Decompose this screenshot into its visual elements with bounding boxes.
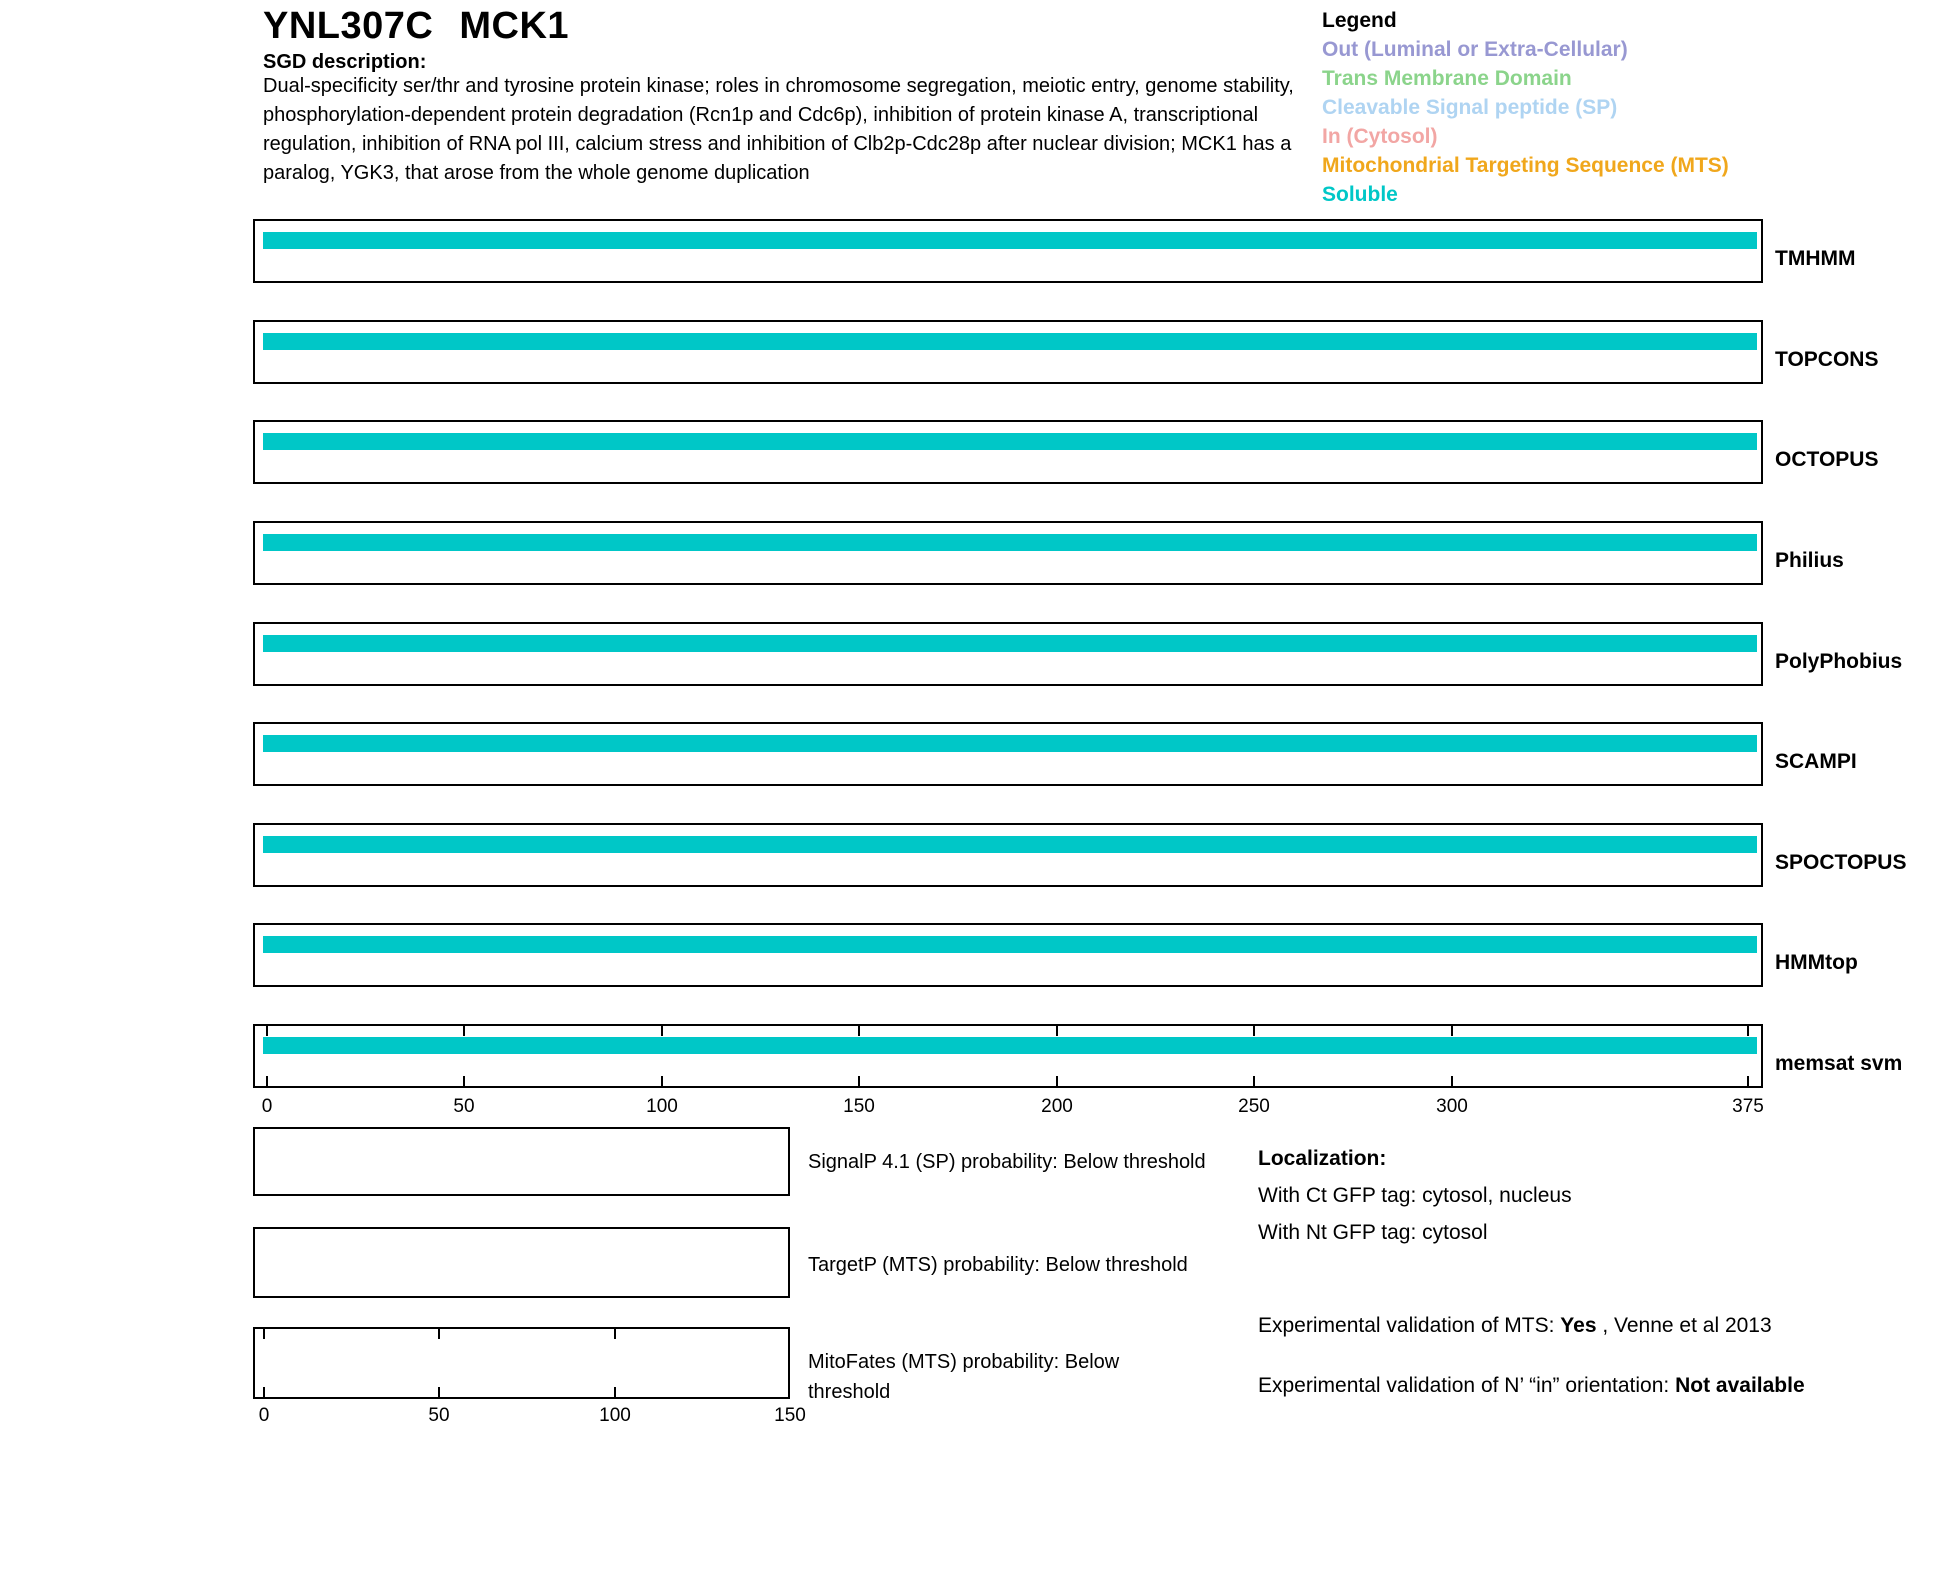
axis-tick-bottom-0 bbox=[266, 1076, 268, 1086]
legend-item-0: Out (Luminal or Extra-Cellular) bbox=[1322, 38, 1628, 61]
locus-name: YNL307C bbox=[263, 5, 434, 47]
axis-tick-label-300: 300 bbox=[1436, 1096, 1468, 1117]
predictor-label-TOPCONS: TOPCONS bbox=[1775, 348, 1879, 371]
axis-tick-label-150: 150 bbox=[843, 1096, 875, 1117]
prob-axis-tick-label-100: 100 bbox=[599, 1405, 631, 1426]
predictor-chart-TMHMM bbox=[253, 219, 1763, 283]
probability-chart-MitoFates-MTS- bbox=[253, 1327, 790, 1399]
prob-axis-tick-top-0 bbox=[263, 1329, 265, 1339]
legend-item-2: Cleavable Signal peptide (SP) bbox=[1322, 96, 1618, 119]
predictor-label-SPOCTOPUS: SPOCTOPUS bbox=[1775, 851, 1907, 874]
legend-items bbox=[1322, 35, 1729, 209]
axis-tick-label-250: 250 bbox=[1238, 1096, 1270, 1117]
predictor-chart-Philius bbox=[253, 521, 1763, 585]
gene-name: MCK1 bbox=[459, 5, 570, 47]
mts-validation-value: Yes bbox=[1560, 1314, 1597, 1337]
predictor-label-memsat-svm: memsat svm bbox=[1775, 1052, 1903, 1075]
segment-bar-soluble bbox=[263, 836, 1757, 853]
axis-tick-bottom-100 bbox=[661, 1076, 663, 1086]
orientation-validation-line bbox=[1258, 1366, 1818, 1406]
axis-tick-bottom-375 bbox=[1747, 1076, 1749, 1086]
predictor-chart-SPOCTOPUS bbox=[253, 823, 1763, 887]
page-title bbox=[263, 5, 569, 48]
signalp-label: SignalP 4.1 (SP) probability: Below threshold bbox=[808, 1151, 1206, 1173]
mts-validation-line bbox=[1258, 1314, 1772, 1338]
axis-tick-label-100: 100 bbox=[646, 1096, 678, 1117]
predictor-label-Philius: Philius bbox=[1775, 549, 1844, 572]
predictor-chart-memsat-svm bbox=[253, 1024, 1763, 1088]
axis-tick-top-50 bbox=[463, 1026, 465, 1036]
prob-axis-tick-top-50 bbox=[438, 1329, 440, 1339]
axis-tick-bottom-50 bbox=[463, 1076, 465, 1086]
sgd-description-text: Dual-specificity ser/thr and tyrosine protein kinase; roles in chromosome segregation, meiotic entry, genome stability, phosphorylation-dependent protein degradation (Rcn1p and Cdc6p), inhibition of protein kinase A, transcriptional regulation, inhibition of RNA pol III, calcium stress and inhibition of Clb2p-Cdc28p after nuclear division; MCK1 has a paralog, YGK3, that arose from the whole genome duplication bbox=[263, 75, 1294, 184]
probability-chart-TargetP-MTS- bbox=[253, 1227, 790, 1298]
axis-tick-bottom-300 bbox=[1451, 1076, 1453, 1086]
sgd-description-heading: SGD description: bbox=[263, 51, 427, 73]
prob-axis-tick-bottom-50 bbox=[438, 1387, 440, 1397]
axis-tick-top-150 bbox=[858, 1026, 860, 1036]
axis-tick-label-200: 200 bbox=[1041, 1096, 1073, 1117]
axis-tick-top-375 bbox=[1747, 1026, 1749, 1036]
legend-item-5: Soluble bbox=[1322, 183, 1398, 206]
prob-axis-tick-label-50: 50 bbox=[428, 1405, 450, 1426]
axis-tick-top-100 bbox=[661, 1026, 663, 1036]
axis-tick-bottom-150 bbox=[858, 1076, 860, 1086]
segment-bar-soluble bbox=[263, 1037, 1757, 1054]
axis-tick-bottom-250 bbox=[1253, 1076, 1255, 1086]
legend bbox=[1322, 6, 1729, 209]
targetp-label: TargetP (MTS) probability: Below threshold bbox=[808, 1254, 1188, 1276]
predictor-chart-SCAMPI bbox=[253, 722, 1763, 786]
legend-title: Legend bbox=[1322, 9, 1397, 32]
prob-axis-tick-label-150: 150 bbox=[774, 1405, 806, 1426]
mitofates-label: MitoFates (MTS) probability: Below threshold bbox=[808, 1351, 1120, 1403]
mts-validation-prefix: Experimental validation of MTS: bbox=[1258, 1314, 1561, 1337]
prob-axis-tick-bottom-0 bbox=[263, 1387, 265, 1397]
predictor-chart-OCTOPUS bbox=[253, 420, 1763, 484]
predictor-label-PolyPhobius: PolyPhobius bbox=[1775, 650, 1903, 673]
axis-tick-top-0 bbox=[266, 1026, 268, 1036]
prob-axis-tick-label-0: 0 bbox=[258, 1405, 270, 1426]
orientation-validation-prefix: Experimental validation of N’ “in” orientation: bbox=[1258, 1374, 1676, 1397]
predictor-chart-TOPCONS bbox=[253, 320, 1763, 384]
prob-axis-tick-bottom-100 bbox=[614, 1387, 616, 1397]
axis-tick-bottom-200 bbox=[1056, 1076, 1058, 1086]
legend-item-4: Mitochondrial Targeting Sequence (MTS) bbox=[1322, 154, 1729, 177]
axis-tick-top-300 bbox=[1451, 1026, 1453, 1036]
predictor-chart-HMMtop bbox=[253, 923, 1763, 987]
axis-tick-label-50: 50 bbox=[453, 1096, 475, 1117]
predictor-label-OCTOPUS: OCTOPUS bbox=[1775, 448, 1879, 471]
segment-bar-soluble bbox=[263, 534, 1757, 551]
axis-tick-label-375: 375 bbox=[1732, 1096, 1764, 1117]
legend-item-1: Trans Membrane Domain bbox=[1322, 67, 1572, 90]
legend-item-3: In (Cytosol) bbox=[1322, 125, 1438, 148]
mts-validation-reference: , Venne et al 2013 bbox=[1596, 1314, 1772, 1337]
prob-axis-tick-top-100 bbox=[614, 1329, 616, 1339]
segment-bar-soluble bbox=[263, 635, 1757, 652]
axis-tick-label-0: 0 bbox=[261, 1096, 273, 1117]
axis-tick-top-250 bbox=[1253, 1026, 1255, 1036]
segment-bar-soluble bbox=[263, 735, 1757, 752]
segment-bar-soluble bbox=[263, 333, 1757, 350]
segment-bar-soluble bbox=[263, 433, 1757, 450]
segment-bar-soluble bbox=[263, 232, 1757, 249]
predictor-chart-PolyPhobius bbox=[253, 622, 1763, 686]
predictor-label-TMHMM: TMHMM bbox=[1775, 247, 1856, 270]
orientation-validation-value: Not available bbox=[1675, 1374, 1805, 1397]
predictor-label-HMMtop: HMMtop bbox=[1775, 951, 1858, 974]
nt-gfp-localization: With Nt GFP tag: cytosol bbox=[1258, 1221, 1488, 1244]
axis-tick-top-200 bbox=[1056, 1026, 1058, 1036]
ct-gfp-localization: With Ct GFP tag: cytosol, nucleus bbox=[1258, 1184, 1572, 1207]
probability-chart-SignalP-4-1-SP- bbox=[253, 1127, 790, 1196]
segment-bar-soluble bbox=[263, 936, 1757, 953]
localization-heading: Localization: bbox=[1258, 1147, 1387, 1170]
predictor-label-SCAMPI: SCAMPI bbox=[1775, 750, 1857, 773]
